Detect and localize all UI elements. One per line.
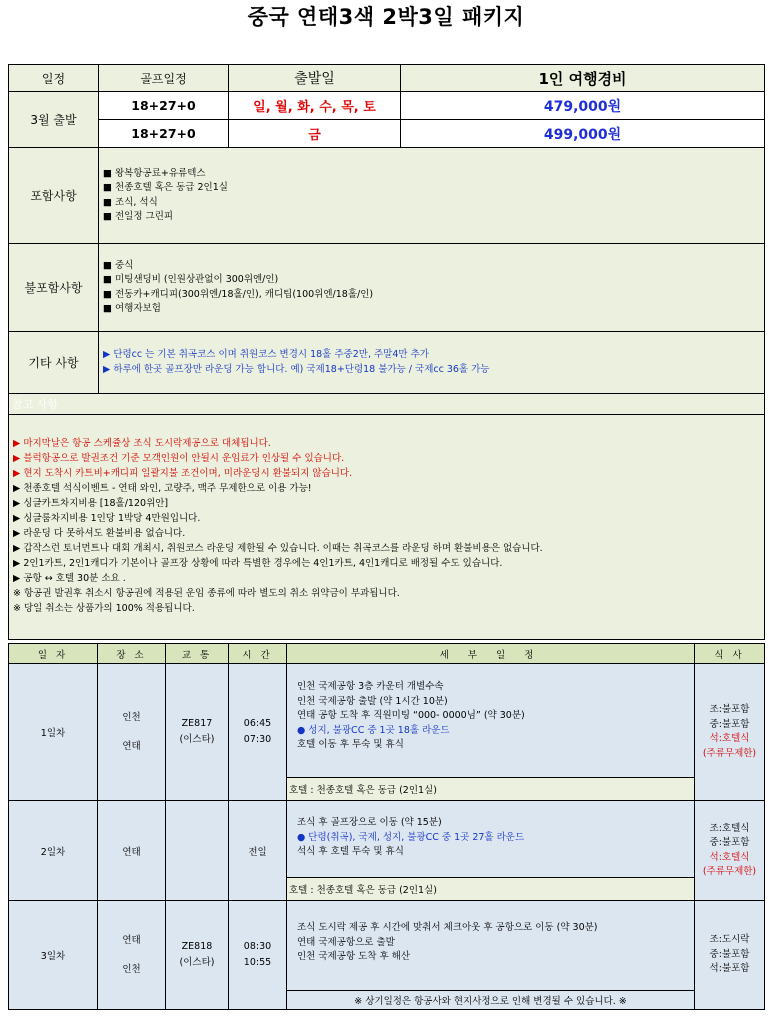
list-item: ■ 왕복항공료+유류텍스 — [103, 167, 206, 179]
other-label: 기타 사항 — [9, 332, 99, 394]
meal: 석:불포함 — [709, 963, 750, 975]
time: 10:55 — [243, 957, 272, 968]
day-label: 3일차 — [9, 901, 98, 1010]
note-item: ▶ 현지 도착시 카트비+캐디피 일괄지불 조건이며, 미라운딩시 환불되지 않습니다. — [13, 468, 353, 479]
transport — [166, 664, 229, 801]
place: 연태 — [122, 741, 141, 752]
header-price: 1인 여행경비 — [401, 65, 765, 92]
day-details — [287, 801, 695, 878]
flight-number: ZE817 — [181, 718, 213, 729]
col-details: 세 부 일 정 — [287, 644, 695, 664]
transport — [166, 801, 229, 901]
list-item: ■ 미팅샌딩비 (인원상관없이 300위엔/인) — [103, 274, 279, 285]
place: 연태 — [98, 801, 166, 901]
detail-line: ● 성지, 불광CC 중 1곳 18홀 라운드 — [297, 724, 450, 736]
day-details — [287, 664, 695, 778]
meal: 석:호텔식 — [709, 733, 750, 744]
list-item: ■ 전일정 그린피 — [103, 211, 174, 222]
flight-number: ZE818 — [181, 941, 213, 952]
included-list — [99, 148, 765, 244]
meal: 중:불포함 — [709, 718, 750, 730]
time: 08:30 — [243, 941, 272, 952]
meal-note: (주류무제한) — [702, 747, 757, 759]
other-list — [99, 332, 765, 394]
page-title: 중국 연태3색 2박3일 패키지 — [247, 5, 525, 29]
col-meals: 식 사 — [695, 644, 765, 664]
list-item: ▶ 단령cc 는 기본 취곡코스 이며 취원코스 변경시 18홀 주중2만, 주말4만 추가 — [103, 349, 429, 360]
hotel-info: 호텔 : 천종호텔 혹은 동급 (2인1실) — [287, 878, 695, 901]
summary-table — [8, 64, 765, 640]
detail-line: 인천 국제공항 3층 카운터 개별수속 — [297, 681, 444, 692]
note-item: ※ 당일 취소는 상품가의 100% 적용됩니다. — [13, 603, 195, 614]
meal-note: (주류무제한) — [702, 866, 757, 877]
list-item: ■ 여행자보험 — [103, 303, 161, 314]
notes-list — [9, 415, 765, 640]
schedule-footnote: ※ 상기일정은 항공사와 현지사정으로 인해 변경될 수 있습니다. ※ — [287, 991, 695, 1010]
price: 479,000원 — [401, 92, 765, 120]
note-item: ▶ 마지막날은 항공 스케쥴상 조식 도시락제공으로 대체됩니다. — [13, 438, 271, 449]
note-item: ▶ 블럭항공으로 발권조건 기준 모객인원이 안될시 운임료가 인상될 수 있습니다. — [13, 453, 345, 464]
included-label: 포함사항 — [9, 148, 99, 244]
note-item: ▶ 싱글카트차지비용 [18홀/120위안] — [13, 498, 169, 509]
col-transport: 교 통 — [166, 644, 229, 664]
list-item: ■ 전동카+캐디피(300위엔/18홀/인), 캐디팁(100위엔/18홀/인) — [103, 288, 374, 300]
col-day: 일 자 — [9, 644, 98, 664]
departure-days: 일, 월, 화, 수, 목, 토 — [229, 92, 401, 120]
detail-line: 인천 국제공항 도착 후 해산 — [297, 951, 411, 962]
meals — [695, 901, 765, 1010]
detail-line: 조식 후 골프장으로 이동 (약 15분) — [297, 817, 442, 828]
note-item: ▶ 라운딩 다 못하셔도 환불비용 없습니다. — [13, 528, 186, 539]
price: 499,000원 — [401, 120, 765, 148]
header-departure: 출발일 — [229, 65, 401, 92]
meals — [695, 801, 765, 901]
month-label: 3월 출발 — [9, 92, 99, 148]
header-golf: 골프일정 — [99, 65, 229, 92]
detail-line: 석식 후 호텔 투숙 및 휴식 — [297, 846, 404, 857]
departure-days: 금 — [229, 120, 401, 148]
detail-line: ● 단령(취곡), 국제, 성지, 불광CC 중 1곳 27홀 라운드 — [297, 831, 525, 843]
list-item: ■ 중식 — [103, 259, 134, 271]
golf-plan: 18+27+0 — [99, 120, 229, 148]
day-label: 1일차 — [9, 664, 98, 801]
note-item: ▶ 천종호텔 석식이벤트 - 연태 와인, 고량주, 맥주 무제한으로 이용 가능! — [13, 483, 312, 494]
time: 전일 — [229, 801, 287, 901]
list-item: ■ 천종호텔 혹은 동급 2인1실 — [103, 182, 228, 193]
note-item: ▶ 싱글룸차지비용 1인당 1박당 4만원입니다. — [13, 513, 201, 524]
places — [98, 664, 166, 801]
excluded-label: 불포함사항 — [9, 244, 99, 332]
itinerary-table — [8, 643, 765, 1010]
meal: 조:호텔식 — [709, 822, 750, 834]
excluded-list — [99, 244, 765, 332]
meal: 중:불포함 — [709, 948, 750, 960]
header-schedule: 일정 — [9, 65, 99, 92]
notes-label: 참고 사항 — [9, 394, 765, 415]
airline: (이스타) — [179, 734, 215, 745]
hotel-info: 호텔 : 천종호텔 혹은 동급 (2인1실) — [287, 778, 695, 801]
day-details — [287, 901, 695, 991]
times — [229, 901, 287, 1010]
places — [98, 901, 166, 1010]
detail-line: 조식 도시락 제공 후 시간에 맞춰서 체크아웃 후 공항으로 이동 (약 30분) — [297, 922, 598, 933]
time: 07:30 — [243, 734, 272, 745]
meal: 석:호텔식 — [709, 851, 750, 863]
day-label: 2일차 — [9, 801, 98, 901]
col-place: 장 소 — [98, 644, 166, 664]
meal: 조:불포함 — [709, 704, 750, 715]
detail-line: 연태 공항 도착 후 직원미팅 “000- 0000님” (약 30분) — [297, 710, 525, 721]
time: 06:45 — [243, 718, 272, 729]
detail-line: 호텔 이동 후 투숙 및 휴식 — [297, 739, 404, 750]
place: 인천 — [122, 964, 141, 975]
transport — [166, 901, 229, 1010]
place: 인천 — [122, 712, 141, 723]
airline: (이스타) — [179, 957, 215, 968]
col-time: 시 간 — [229, 644, 287, 664]
place: 연태 — [122, 935, 141, 946]
golf-plan: 18+27+0 — [99, 92, 229, 120]
list-item: ■ 조식, 석식 — [103, 196, 158, 208]
times — [229, 664, 287, 801]
meal: 중:불포함 — [709, 837, 750, 848]
note-item: ▶ 공항 ↔ 호텔 30분 소요 . — [13, 573, 126, 584]
meals — [695, 664, 765, 801]
note-item: ※ 항공권 발권후 취소시 항공권에 적용된 운임 종류에 따라 별도의 취소 위약금이 부과됩니다. — [13, 588, 400, 599]
detail-line: 인천 국제공항 출발 (약 1시간 10분) — [297, 695, 448, 707]
meal: 조:도시락 — [709, 934, 750, 946]
list-item: ▶ 하루에 한곳 골프장만 라운딩 가능 합니다. 예) 국제18+단령18 불가능 / 국제cc 36홀 가능 — [103, 363, 490, 375]
detail-line: 연태 국제공항으로 출발 — [297, 936, 395, 948]
note-item: ▶ 2인1카트, 2인1캐디가 기본이나 골프장 상황에 따라 특별한 경우에는 4인1카트, 4인1캐디로 배정될 수도 있습니다. — [13, 558, 503, 569]
note-item: ▶ 갑작스런 토너먼트나 대회 개최시, 취원코스 라운딩 제한될 수 있습니다. 이때는 취곡코스를 라운딩 하며 환불비용은 없습니다. — [13, 543, 543, 554]
